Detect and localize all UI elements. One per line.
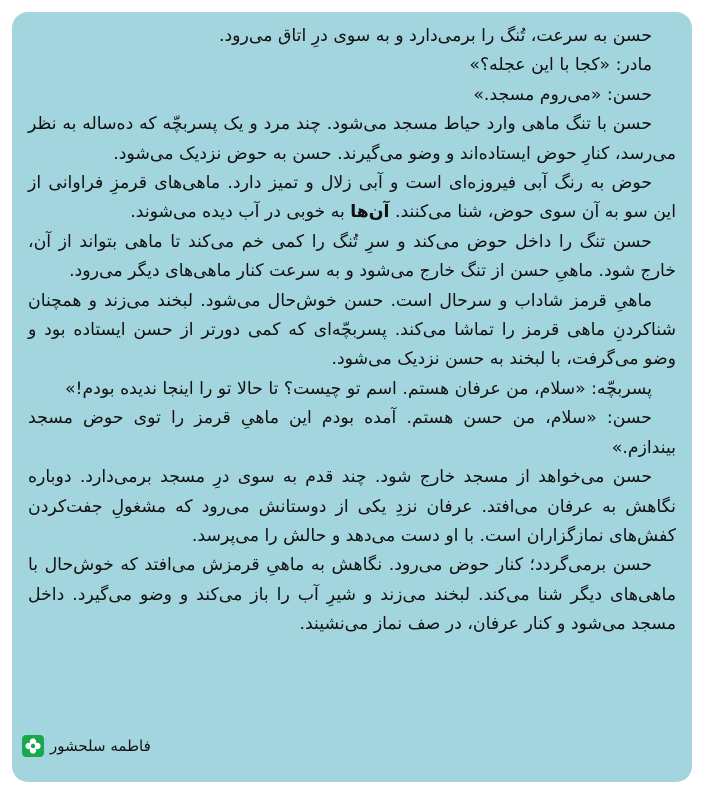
flower-icon-svg <box>24 737 42 755</box>
story-paragraph-5 <box>28 169 676 228</box>
story-paragraph-3: حسن: «می‌روم مسجد.» <box>473 84 652 105</box>
story-paragraph-6: حسن تنگ را داخل حوض می‌کند و سرِ تُنگ را کمی خم می‌کند تا ماهی بتواند از آن، خارج شود. ماهیِ حسن از تنگ خارج می‌شود و به سرعت کنار ماهی‌های دیگر می‌رود. <box>28 231 676 282</box>
flower-icon <box>22 735 44 757</box>
story-paragraph-2: مادر: «کجا با این عجله؟» <box>469 55 652 76</box>
author-name: فاطمه سلحشور <box>50 737 151 755</box>
story-card <box>12 12 692 782</box>
story-paragraph-10: حسن می‌خواهد از مسجد خارج شود. چند قدم به سوی درِ مسجد برمی‌دارد. دوباره نگاهش به عرفان می‌افتد. عرفان نزدِ یکی از دوستانش می‌رود که مشغولِ جفت‌کردن کفش‌های نمازگزاران است. با او دست می‌دهد و حالش را می‌پرسد. <box>28 467 676 546</box>
story-paragraph-9: حسن: «سلام، من حسن هستم. آمده بودم این ماهیِ قرمز را توی حوض مسجد بیندازم.» <box>28 408 676 458</box>
story-paragraph-4: حسن با تنگ ماهی وارد حیاط مسجد می‌شود. چند مرد و یک پسربچّه که ده‌ساله به نظر می‌رسد، کنارِ حوض ایستاده‌اند و وضو می‌گیرند. حسن به حوض نزدیک می‌شود. <box>28 114 676 164</box>
story-text <box>28 22 676 640</box>
paragraph-5-text-after: به خوبی در آب دیده می‌شوند. <box>130 202 351 223</box>
bold-word: آن‌ها <box>350 202 390 223</box>
author-credit <box>22 734 151 758</box>
story-paragraph-8: پسربچّه: «سلام، من عرفان هستم. اسم تو چیست؟ تا حالا تو را اینجا ندیده بودم!» <box>64 378 652 399</box>
story-paragraph-11: حسن برمی‌گردد؛ کنار حوض می‌رود. نگاهش به ماهیِ قرمزش می‌افتد که خوش‌حال با ماهی‌های دیگر شنا می‌کند. لبخند می‌زند و شیرِ آب را باز می‌کند و وضو می‌گیرد. داخل مسجد می‌شود و کنار عرفان، در صف نماز می‌نشیند. <box>28 555 676 635</box>
story-paragraph-7: ماهیِ قرمز شاداب و سرحال است. حسن خوش‌حال می‌شود. لبخند می‌زند و همچنان شناکردنِ ماهی قرمز را تماشا می‌کند. پسربچّه‌ای که کمی دورتر از حسن ایستاده بود و وضو می‌گرفت، با لبخند به حسن نزدیک می‌شود. <box>28 290 676 370</box>
story-paragraph-1: حسن به سرعت، تُنگ را برمی‌دارد و به سوی درِ اتاق می‌رود. <box>218 26 652 46</box>
paragraph-5-text-before: حوض به رنگ آبی فیروزه‌ای است و آبی زلال و تمیز دارد. ماهی‌های قرمزِ فراوانی از این سو به آن سوی حوض، شنا می‌کنند. <box>28 173 676 223</box>
